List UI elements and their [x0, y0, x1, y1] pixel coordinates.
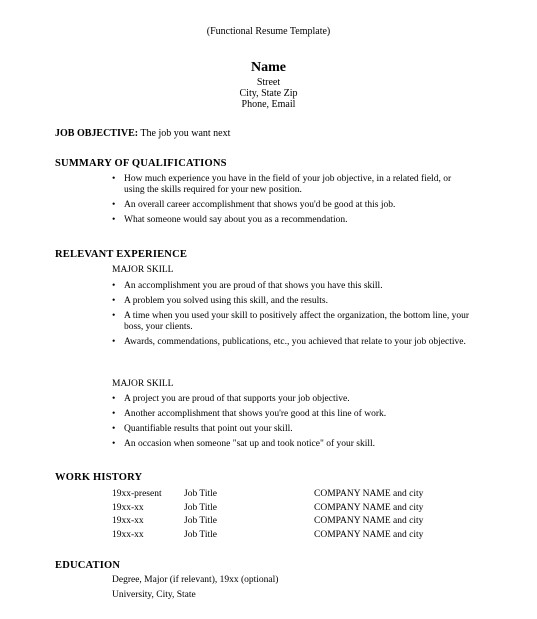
skill-label: MAJOR SKILL: [112, 379, 174, 389]
table-row: [112, 488, 452, 502]
list-item: • Another accomplishment that shows you're good at this line of work.: [112, 409, 472, 420]
work-history-heading: WORK HISTORY: [55, 472, 143, 483]
list-item: • Quantifiable results that point out your skill.: [112, 424, 472, 435]
city-state-zip: City, State Zip: [239, 88, 298, 99]
candidate-name: Name: [251, 60, 286, 75]
table-row: [112, 502, 452, 516]
list-item: • An overall career accomplishment that shows you'd be good at this job.: [112, 200, 472, 211]
list-item: • A problem you solved using this skill, and the results.: [112, 296, 472, 307]
summary-heading: SUMMARY OF QUALIFICATIONS: [55, 158, 227, 169]
work-title: Job Title: [184, 529, 218, 540]
experience-heading: RELEVANT EXPERIENCE: [55, 249, 188, 260]
table-row: [112, 529, 452, 543]
work-history-table: [112, 488, 452, 542]
education-school: University, City, State: [112, 590, 196, 600]
list-item: • A project you are proud of that supports your job objective.: [112, 394, 472, 405]
skill-list: [112, 394, 472, 454]
work-dates: 19xx-xx: [112, 516, 144, 527]
job-objective-label: JOB OBJECTIVE:: [55, 128, 139, 139]
education-heading: EDUCATION: [55, 560, 121, 571]
work-company: COMPANY NAME and city: [314, 489, 424, 499]
job-objective: [55, 128, 230, 140]
work-company: COMPANY NAME and city: [314, 529, 424, 540]
phone-email: Phone, Email: [241, 99, 296, 110]
work-title: Job Title: [184, 516, 218, 527]
list-item: • What someone would say about you as a recommendation.: [112, 215, 472, 226]
list-item: • An accomplishment you are proud of that shows you have this skill.: [112, 281, 472, 292]
template-title: (Functional Resume Template): [206, 26, 331, 37]
education-degree: Degree, Major (if relevant), 19xx (optional): [112, 575, 279, 585]
list-item: • An occasion when someone "sat up and took notice" of your skill.: [112, 439, 472, 450]
work-title: Job Title: [184, 489, 218, 499]
skill-label: MAJOR SKILL: [112, 265, 174, 275]
work-dates: 19xx-xx: [112, 529, 144, 540]
street: Street: [256, 77, 281, 88]
list-item: • Awards, commendations, publications, etc., you achieved that relate to your job objective.: [112, 337, 472, 348]
work-dates: 19xx-present: [112, 489, 162, 499]
list-item: • A time when you used your skill to positively affect the organization, the bottom line, your boss, your clients.: [112, 311, 472, 333]
summary-list: [112, 174, 472, 230]
work-dates: 19xx-xx: [112, 502, 144, 513]
skill-list: [112, 281, 472, 352]
work-company: COMPANY NAME and city: [314, 516, 424, 527]
job-objective-text: The job you want next: [140, 128, 231, 139]
table-row: [112, 515, 452, 529]
work-company: COMPANY NAME and city: [314, 502, 424, 513]
list-item: • How much experience you have in the field of your job objective, in a related field, or using the skills required for your new position.: [112, 174, 472, 196]
work-title: Job Title: [184, 502, 218, 513]
